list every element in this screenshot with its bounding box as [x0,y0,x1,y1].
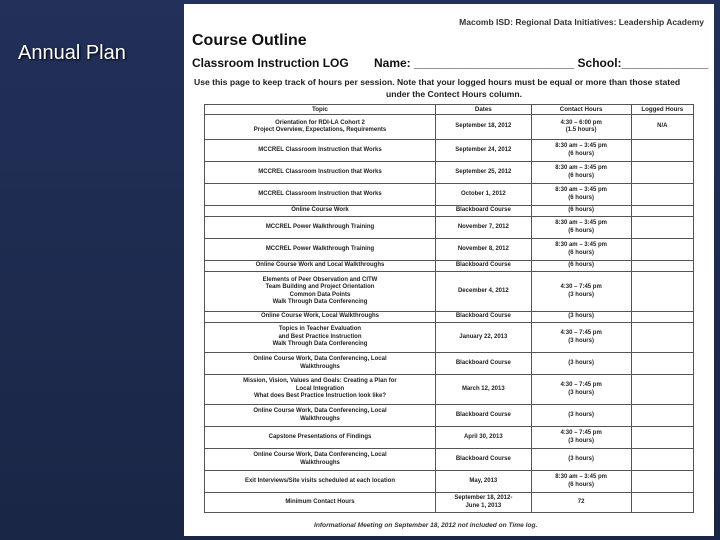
date-cell-line: June 1, 2013 [465,502,502,509]
topic-cell-line: MCCREL Classroom Instruction that Works [258,168,382,175]
contact-hours-cell-line: (3 hours) [568,337,594,344]
footer-note: Informational Meeting on September 18, 2012 not included on Time log. [314,522,538,529]
table-row [205,184,694,206]
logged-hours-cell: N/A [631,115,693,140]
topic-cell-line: and Best Practice Instruction [278,333,362,340]
contact-hours-cell-line: 8:30 am – 3:45 pm [555,187,607,194]
contact-hours-cell [531,261,631,272]
logged-hours-cell [631,493,693,513]
contact-hours-cell-line: (3 hours) [568,359,594,366]
contact-hours-cell [531,405,631,427]
contact-hours-cell-line: 8:30 am – 3:45 pm [555,220,607,227]
contact-hours-cell [531,353,631,375]
contact-hours-cell-line: (6 hours) [568,194,594,201]
topic-cell-line: MCCREL Power Walkthrough Training [265,223,375,230]
contact-hours-cell-line: (3 hours) [568,389,594,396]
contact-hours-cell [531,312,631,323]
date-cell-line: September 25, 2012 [455,168,512,175]
date-cell [435,206,531,217]
instructions [194,76,714,100]
table-row [205,261,694,272]
contact-hours-cell-line: 4:30 – 6:00 pm [560,119,602,126]
table-row [205,162,694,184]
topic-cell [205,427,436,449]
instruction-log-table [204,104,694,513]
topic-cell-line: Project Overview, Expectations, Requirements [253,127,387,133]
date-cell [435,353,531,375]
contact-hours-cell-line: (6 hours) [568,262,594,269]
topic-cell [205,162,436,184]
date-cell [435,405,531,427]
contact-hours-cell-line: (3 hours) [568,455,594,462]
contact-hours-cell [531,449,631,471]
date-cell [435,427,531,449]
date-cell-line: September 24, 2012 [455,146,512,153]
topic-cell [205,261,436,272]
contact-hours-cell [531,375,631,405]
date-cell-line: Blackboard Course [455,359,511,366]
logged-hours-cell [631,140,693,162]
contact-hours-cell-line: 4:30 – 7:45 pm [560,382,602,389]
topic-cell-line: Walkthroughs [300,459,340,466]
contact-hours-cell-line: (6 hours) [568,249,594,256]
contact-hours-cell [531,184,631,206]
logged-hours-cell [631,375,693,405]
date-cell-line: September 18, 2012 [455,123,512,130]
topic-cell [205,217,436,239]
column-header-contact-hours: Contact Hours [531,105,631,115]
course-outline-document [184,4,714,536]
contact-hours-cell-line: 8:30 am – 3:45 pm [555,242,607,249]
topic-cell-line: What does Best Practice Instruction look like? [253,393,386,400]
table-row [205,217,694,239]
topic-cell [205,375,436,405]
date-cell [435,140,531,162]
date-cell [435,272,531,312]
topic-cell-line: Online Course Work [291,207,349,214]
date-cell [435,115,531,140]
topic-cell-line: Online Course Work, Local Walkthroughs [260,313,379,320]
contact-hours-cell-line: (6 hours) [568,150,594,157]
topic-cell-line: MCCREL Classroom Instruction that Works [258,146,382,153]
contact-hours-cell-line: 72 [577,498,585,505]
contact-hours-cell-line: (3 hours) [568,313,594,320]
logged-hours-cell [631,449,693,471]
contact-hours-cell [531,140,631,162]
table-row [205,353,694,375]
logged-hours-cell [631,261,693,272]
logged-hours-cell [631,206,693,217]
topic-cell-line: Walk Through Data Conferencing [272,341,368,348]
table-body [205,115,694,513]
contact-hours-cell [531,115,631,140]
table-row [205,493,694,513]
column-header-dates: Dates [435,105,531,115]
contact-hours-cell-line: 8:30 am – 3:45 pm [555,474,607,481]
contact-hours-cell-line: (3 hours) [568,291,594,298]
date-cell-line: Blackboard Course [455,455,511,462]
table-row [205,239,694,261]
date-cell-line: December 4, 2012 [457,287,509,294]
topic-cell-line: Exit Interviews/Site visits scheduled at each location [244,477,396,484]
contact-hours-cell-line: 4:30 – 7:45 pm [560,430,602,437]
table-row [205,140,694,162]
topic-cell [205,493,436,513]
date-cell [435,493,531,513]
topic-cell-line: Elements of Peer Observation and CITW [262,276,378,283]
topic-cell [205,405,436,427]
table-row [205,375,694,405]
document-subtitle: Classroom Instruction LOG [192,56,349,70]
topic-cell-line: Walkthroughs [300,363,340,370]
topic-cell-line: Topics in Teacher Evaluation [278,326,362,333]
logged-hours-cell [631,405,693,427]
table-row [205,312,694,323]
logged-hours-cell [631,162,693,184]
topic-cell-line: Online Course Work, Data Conferencing, Local [253,408,387,415]
date-cell [435,375,531,405]
topic-cell [205,449,436,471]
topic-cell [205,312,436,323]
date-cell-line: Blackboard Course [455,313,511,320]
topic-cell-line: Minimum Contact Hours [285,498,355,505]
date-cell-line: September 18, 2012- [454,495,513,502]
instructions-line-2: under the Contect Hours column. [385,89,523,99]
date-cell [435,217,531,239]
topic-cell-line: Common Data Points [289,291,351,298]
contact-hours-cell-line: (1.5 hours) [565,127,597,133]
table-header-row [205,105,694,115]
contact-hours-cell [531,217,631,239]
name-school-line: Name: ________________________ School:_____________ [374,56,709,70]
logged-hours-cell [631,427,693,449]
contact-hours-cell [531,493,631,513]
contact-hours-cell-line: (6 hours) [568,172,594,179]
contact-hours-cell-line: (6 hours) [568,207,594,214]
topic-cell-line: MCCREL Classroom Instruction that Works [258,190,382,197]
contact-hours-cell-line: (6 hours) [568,227,594,234]
contact-hours-cell-line: (6 hours) [568,481,594,488]
topic-cell [205,239,436,261]
topic-cell-line: Team Building and Project Orientation [265,284,375,291]
table-row [205,115,694,140]
topic-cell-line: Capstone Presentations of Findings [268,433,372,440]
topic-cell-line: Walk Through Data Conferencing [272,298,368,305]
date-cell [435,312,531,323]
date-cell-line: Blackboard Course [455,207,511,214]
topic-cell [205,272,436,312]
contact-hours-cell [531,239,631,261]
organization-header: Macomb ISD: Regional Data Initiatives: Leadership Academy [459,17,704,27]
table-row [205,471,694,493]
logged-hours-cell [631,312,693,323]
topic-cell-line: Online Course Work, Data Conferencing, Local [253,356,387,363]
date-cell [435,162,531,184]
contact-hours-cell-line: 4:30 – 7:45 pm [560,330,602,337]
topic-cell-line: Orientation for RDI-LA Cohort 2 [275,119,365,126]
date-cell-line: March 12, 2013 [461,385,505,392]
contact-hours-cell [531,206,631,217]
table-row [205,272,694,312]
logged-hours-cell [631,217,693,239]
table-row [205,405,694,427]
column-header-topic: Topic [205,105,436,115]
contact-hours-cell [531,162,631,184]
topic-cell [205,353,436,375]
table-row [205,449,694,471]
topic-cell-line: Online Course Work, Data Conferencing, Local [253,452,387,459]
contact-hours-cell-line: (3 hours) [568,411,594,418]
table-row [205,323,694,353]
contact-hours-cell [531,323,631,353]
topic-cell [205,471,436,493]
contact-hours-cell-line: 4:30 – 7:45 pm [560,284,602,291]
topic-cell [205,115,436,140]
logged-hours-cell [631,239,693,261]
slide-title: Annual Plan [18,42,126,64]
date-cell [435,449,531,471]
logged-hours-cell [631,272,693,312]
topic-cell-line: Local Integration [295,385,345,392]
logged-hours-cell [631,471,693,493]
contact-hours-cell-line: 8:30 am – 3:45 pm [555,143,607,150]
contact-hours-cell [531,471,631,493]
date-cell-line: May, 2013 [469,477,498,484]
date-cell-line: November 8, 2012 [457,245,509,252]
date-cell [435,471,531,493]
date-cell [435,261,531,272]
date-cell-line: October 1, 2012 [460,190,506,197]
date-cell-line: November 7, 2012 [457,223,509,230]
logged-hours-cell [631,353,693,375]
topic-cell-line: Online Course Work and Local Walkthroughs [255,262,385,269]
topic-cell [205,206,436,217]
date-cell [435,239,531,261]
topic-cell [205,184,436,206]
topic-cell [205,140,436,162]
contact-hours-cell-line: 8:30 am – 3:45 pm [555,165,607,172]
date-cell [435,184,531,206]
date-cell [435,323,531,353]
table-row [205,427,694,449]
table-row [205,206,694,217]
date-cell-line: Blackboard Course [455,411,511,418]
contact-hours-cell [531,272,631,312]
date-cell-line: Blackboard Course [455,262,511,269]
contact-hours-cell [531,427,631,449]
topic-cell-line: Walkthroughs [300,415,340,422]
topic-cell [205,323,436,353]
document-title: Course Outline [192,32,307,49]
column-header-logged-hours: Logged Hours [631,105,693,115]
contact-hours-cell-line: (3 hours) [568,437,594,444]
topic-cell-line: MCCREL Power Walkthrough Training [265,245,375,252]
topic-cell-line: Mission, Vision, Values and Goals: Creating a Plan for [243,378,397,385]
date-cell-line: January 22, 2013 [459,333,508,340]
instructions-line-1: Use this page to keep track of hours per session. Note that your logged hours must be equal or more than those stated [194,77,681,87]
logged-hours-cell [631,184,693,206]
logged-hours-cell [631,323,693,353]
date-cell-line: April 30, 2013 [463,433,503,440]
